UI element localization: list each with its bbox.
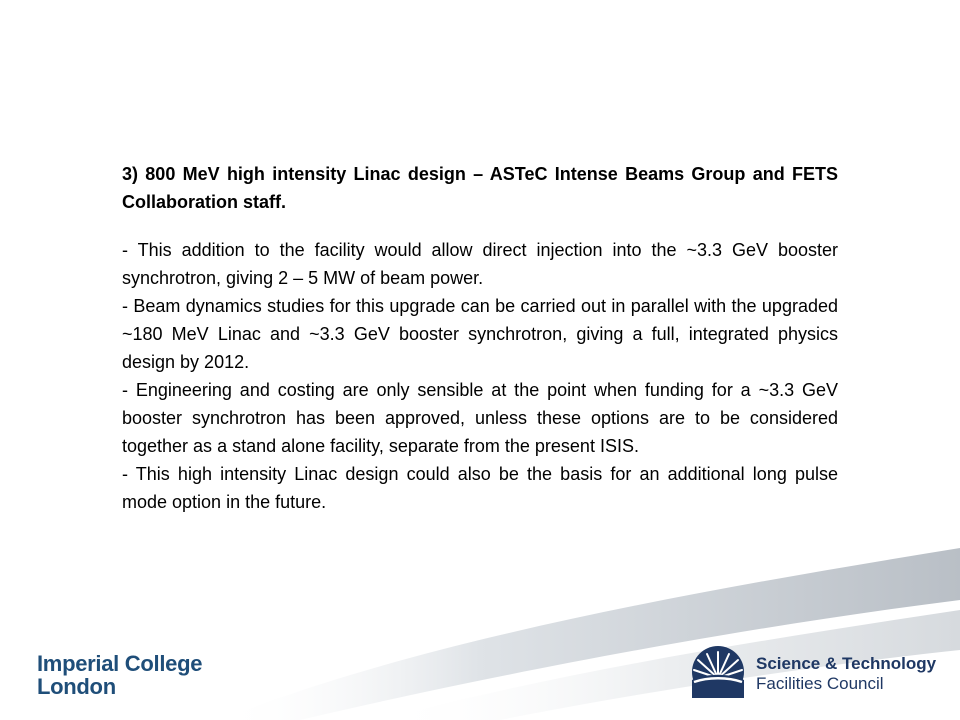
slide-body: [122, 160, 838, 516]
slide-heading: 3) 800 MeV high intensity Linac design – ASTeC Intense Beams Group and FETS Collaboration staff.: [122, 164, 838, 212]
imperial-logo-line2: London: [37, 674, 116, 699]
imperial-logo-line1: Imperial College: [37, 651, 203, 676]
imperial-college-logo: [37, 652, 202, 698]
stfc-logo-line2: Facilities Council: [756, 674, 884, 693]
stfc-logo: [688, 640, 950, 700]
stfc-logo-line1: Science & Technology: [756, 654, 937, 673]
bullet-paragraph: - This addition to the facility would allow direct injection into the ~3.3 GeV booster synchrotron, giving 2 – 5 MW of beam power.: [122, 240, 838, 288]
bullet-paragraph: - Engineering and costing are only sensible at the point when funding for a ~3.3 GeV booster synchrotron has been approved, unless these options are to be considered together as a stand alone facility, separate from the present ISIS.: [122, 380, 838, 456]
sunburst-emblem-icon: [688, 640, 750, 700]
bullet-paragraph: - This high intensity Linac design could also be the basis for an additional long pulse mode option in the future.: [122, 464, 838, 512]
bullet-paragraph: - Beam dynamics studies for this upgrade can be carried out in parallel with the upgraded ~180 MeV Linac and ~3.3 GeV booster synchrotron, giving a full, integrated physics design by 2012.: [122, 296, 838, 372]
